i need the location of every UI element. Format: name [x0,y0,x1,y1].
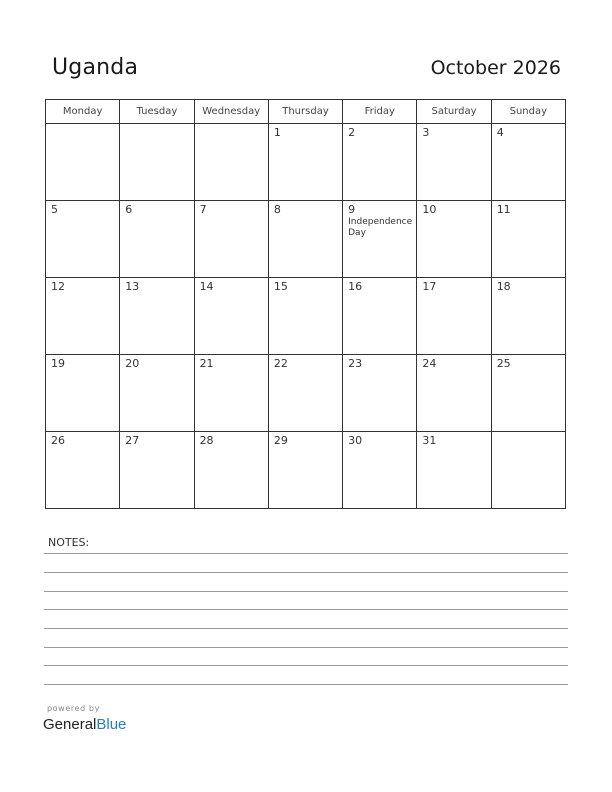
day-cell [343,201,417,278]
day-cell [268,278,342,355]
day-number: 27 [125,434,140,447]
week-row [46,124,566,201]
day-cell [491,278,565,355]
day-cell [268,432,342,509]
note-line [44,609,568,610]
day-cell [417,278,491,355]
note-line [44,591,568,592]
day-number: 21 [199,357,214,370]
week-row [46,355,566,432]
day-cell [194,201,268,278]
day-number: 12 [51,280,65,293]
note-line [44,684,568,685]
day-number: 19 [51,357,65,370]
country-title: Uganda [52,55,139,80]
weekday-monday: Monday [46,100,120,124]
day-cell [120,278,194,355]
day-cell [194,278,268,355]
day-number: 29 [273,434,288,447]
day-number: 9 [348,203,356,216]
day-cell [343,355,417,432]
day-cell [417,432,491,509]
day-cell [343,278,417,355]
brand-blue: Blue [96,716,127,733]
holiday-label: Independence Day [348,217,413,238]
day-cell [491,124,565,201]
week-row [46,201,566,278]
week-row [46,432,566,509]
day-number: 4 [496,126,504,139]
calendar-body [46,124,566,509]
day-cell [417,355,491,432]
powered-by-text: powered by [47,704,100,713]
weekday-wednesday: Wednesday [194,100,268,124]
day-cell [120,355,194,432]
note-line [44,553,568,554]
day-number: 11 [496,203,511,216]
day-number: 23 [348,357,363,370]
week-row [46,278,566,355]
day-number: 16 [348,280,363,293]
note-line [44,572,568,573]
day-number: 3 [422,126,430,139]
day-number: 15 [273,280,288,293]
note-line [44,665,568,666]
day-number: 30 [348,434,363,447]
weekday-thursday: Thursday [268,100,342,124]
day-number: 31 [422,434,437,447]
day-number: 5 [51,203,58,216]
day-cell [417,201,491,278]
day-cell [46,278,120,355]
day-number: 7 [199,203,207,216]
day-cell [491,432,565,509]
weekday-saturday: Saturday [417,100,491,124]
day-number: 24 [422,357,437,370]
day-cell [120,124,194,201]
day-cell [343,432,417,509]
day-cell [491,201,565,278]
day-number: 14 [199,280,214,293]
note-line [44,628,568,629]
day-number: 28 [199,434,214,447]
day-cell [491,355,565,432]
day-number: 18 [496,280,511,293]
day-cell [417,124,491,201]
weekday-tuesday: Tuesday [120,100,194,124]
weekday-friday: Friday [343,100,417,124]
brand-general: General [43,716,97,733]
day-number: 1 [273,126,281,139]
day-cell [46,432,120,509]
weekday-header-row [46,100,566,124]
day-cell [268,355,342,432]
day-cell [343,124,417,201]
note-line [44,647,568,648]
day-number: 25 [496,357,511,370]
day-number: 17 [422,280,437,293]
day-number: 6 [125,203,133,216]
day-number: 10 [422,203,437,216]
day-cell [46,124,120,201]
month-year-title: October 2026 [430,57,561,79]
day-cell [46,355,120,432]
day-cell [194,124,268,201]
day-cell [194,355,268,432]
day-cell [268,124,342,201]
calendar-grid [45,99,566,509]
day-number: 13 [125,280,140,293]
day-cell [120,432,194,509]
day-cell [194,432,268,509]
day-number: 20 [125,357,140,370]
day-cell [268,201,342,278]
day-number: 2 [348,126,356,139]
day-cell [46,201,120,278]
day-number: 8 [273,203,281,216]
notes-label: NOTES: [48,536,90,549]
day-number: 22 [273,357,288,370]
day-number: 26 [51,434,65,447]
weekday-sunday: Sunday [491,100,565,124]
day-cell [120,201,194,278]
generalblue-logo [43,716,126,733]
